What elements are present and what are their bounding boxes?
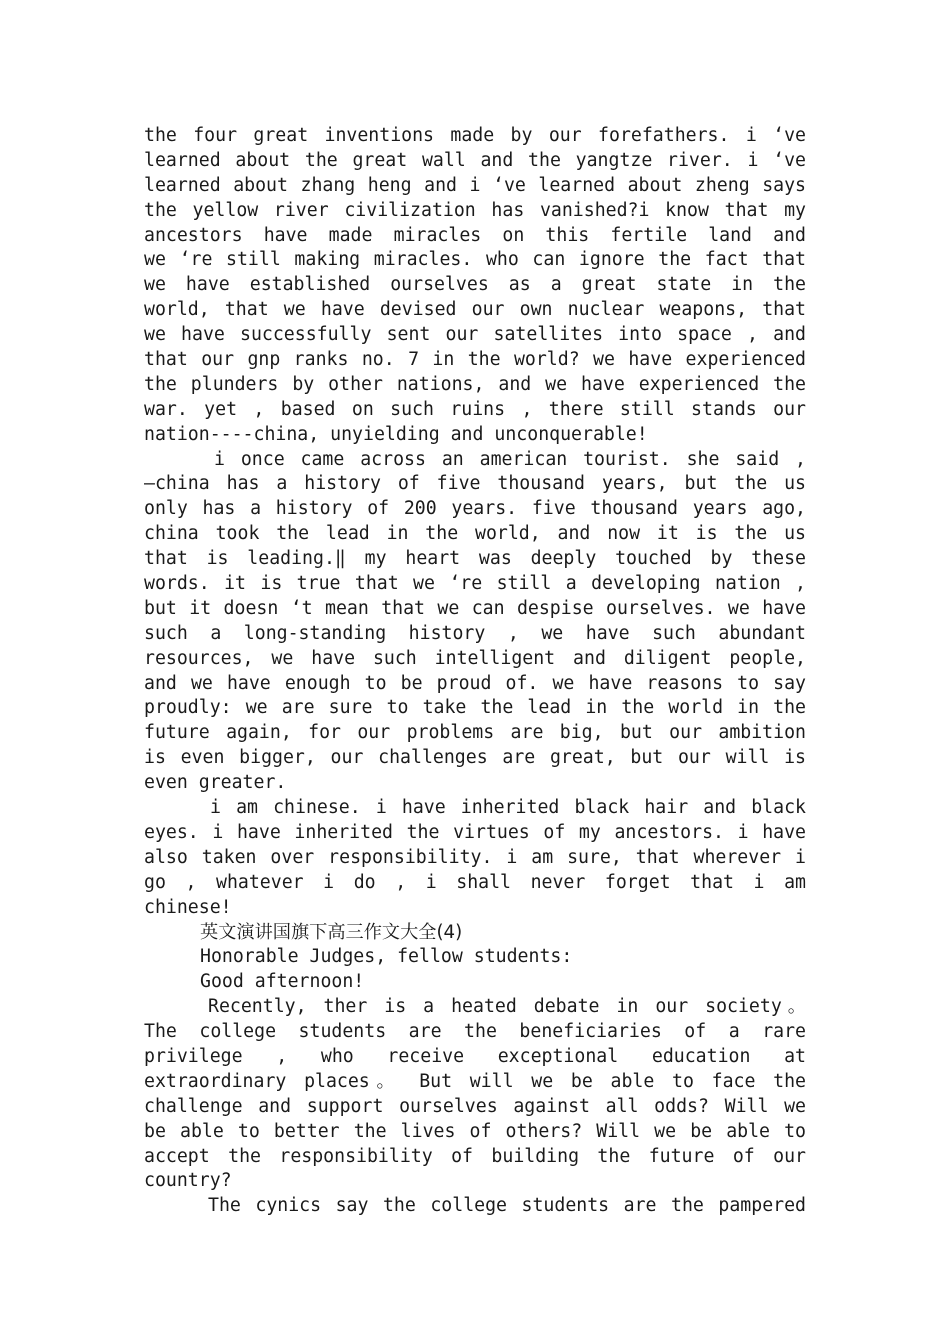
text-line: The college students are the beneficiaries of a rare [144,1021,806,1043]
text-line: but it doesn ‘t mean that we can despise ourselves. we have [144,597,806,619]
text-line: accept the responsibility of building the future of our [144,1145,806,1167]
paragraph-i-am-chinese [144,796,806,920]
text-line: world, that we have devised our own nuclear weapons, that [144,299,806,321]
document-body [144,124,806,1219]
paragraph-forefathers [144,124,806,448]
text-line: eyes. i have inherited the virtues of my ancestors. i have [144,821,806,843]
section-heading: 英文演讲国旗下高三作文大全(4) [200,921,463,943]
text-line: extraordinary places。 But will we be able to face the [144,1070,806,1092]
text-line: Recently, ther is a heated debate in our society。 [208,996,806,1018]
text-line: i once came across an american tourist. she said , [214,448,806,470]
text-line: that is leading.‖ my heart was deeply touched by these [144,548,806,570]
text-line: we have established ourselves as a great state in the [144,274,806,296]
text-line: learned about the great wall and the yangtze river. i ‘ve [144,149,806,171]
text-line: words. it is true that we ‘re still a developing nation , [144,573,806,595]
text-line: future again, for our problems are big, but our ambition [144,722,806,744]
greeting: Good afternoon! [200,971,365,993]
text-line: the yellow river civilization has vanished?i know that my [144,199,806,221]
text-line: nation----china, unyielding and unconquerable! [144,423,648,445]
text-line: ―china has a history of five thousand years, but the us [144,473,806,495]
salutation: Honorable Judges, fellow students: [200,946,573,968]
text-line: i am chinese. i have inherited black hair and black [210,797,806,819]
text-line: such a long-standing history , we have such abundant [144,622,806,644]
text-line: and we have enough to be proud of. we have reasons to say [144,672,806,694]
text-line: country? [144,1170,232,1192]
text-line: only has a history of 200 years. five thousand years ago, [144,498,806,520]
paragraph-recently [144,995,806,1194]
text-line: we have successfully sent our satellites into space , and [144,324,806,346]
text-line: the four great inventions made by our forefathers. i ‘ve [144,125,806,146]
paragraph-american-tourist [144,448,806,796]
text-line: chinese! [144,896,232,918]
text-line: even greater. [144,772,287,794]
text-line: is even bigger, our challenges are great, but our will is [144,747,806,769]
text-line: war. yet , based on such ruins , there still stands our [144,398,806,420]
text-line: go , whatever i do , i shall never forget that i am [144,871,806,893]
text-line: learned about zhang heng and i ‘ve learned about zheng says [144,174,806,196]
text-line: that our gnp ranks no. 7 in the world? we have experienced [144,349,806,371]
text-line: also taken over responsibility. i am sure, that wherever i [144,846,806,868]
text-line: privilege , who receive exceptional education at [144,1045,806,1067]
text-line: resources, we have such intelligent and diligent people, [144,647,806,669]
text-line: be able to better the lives of others? Will we be able to [144,1120,806,1142]
text-line: china took the lead in the world, and now it is the us [144,523,806,545]
text-line: ancestors have made miracles on this fertile land and [144,224,806,246]
text-line: proudly: we are sure to take the lead in the world in the [144,697,806,719]
text-line: The cynics say the college students are the pampered [208,1195,806,1217]
text-line: challenge and support ourselves against all odds? Will we [144,1095,806,1117]
text-line: the plunders by other nations, and we have experienced the [144,373,806,395]
paragraph-cynics [144,1194,806,1219]
text-line: we ‘re still making miracles. who can ignore the fact that [144,249,806,271]
